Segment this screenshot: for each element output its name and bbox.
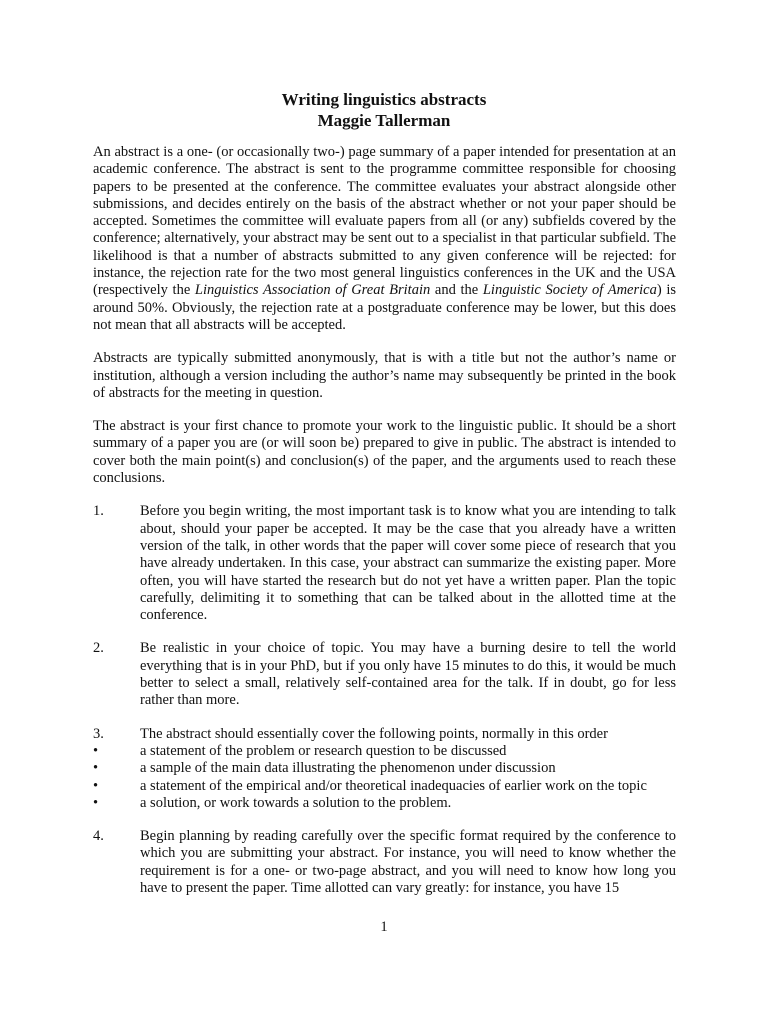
lagb-name: Linguistics Association of Great Britain [194,282,431,299]
bullet-marker: • [93,794,99,811]
paragraph-anonymity: Abstracts are typically submitted anonymously, that is with a title but not the author’s name or institution, although a version including the author’s name may subsequently be printed in the book of abstracts for the meeting in question. [93,350,676,401]
lsa-name: Linguistic Society of America [482,282,657,299]
document-title: Writing linguistics abstracts [281,90,487,109]
item-text: Before you begin writing, the most important task is to know what you are intending to talk about, should your paper be accepted. It may be the case that you already have a written version of the talk, in other words that the paper will cover some piece of research that you have already undertaken. In this case, your abstract can summarize the existing paper. More often, you will have started the research but do not yet have a written paper. Plan the topic carefully, delimiting it to something that can be talked about in the allotted time at the conference. [140,503,676,624]
item-number: 2. [93,640,104,657]
item-number: 4. [93,828,104,845]
bullet-text: a sample of the main data illustrating the phenomenon under discussion [140,760,556,777]
bullet-list [93,743,676,812]
numbered-item-1 [93,503,676,624]
bullet-text: a statement of the empirical and/or theoretical inadequacies of earlier work on the topic [140,777,647,794]
title-block [0,89,768,131]
bullet-text: a solution, or work towards a solution to the problem. [140,794,452,811]
bullet-item [93,778,676,795]
paragraph-promote: The abstract is your first chance to promote your work to the linguistic public. It should be a short summary of a paper you are (or will soon be) prepared to give in public. The abstract is intended to cover both the main point(s) and conclusion(s) of the paper, and the arguments used to reach these conclusions. [93,418,676,487]
bullet-item [93,743,676,760]
paragraph-intro-text-b: and the [430,282,483,299]
bullet-marker: • [93,742,99,759]
paragraph-intro-text-c: ) is around 50%. Obviously, the rejection rate at a postgraduate conference may be lower, but this does not mean that all abstracts will be accepted. [93,282,676,333]
document-author: Maggie Tallerman [317,111,451,130]
page-number: 1 [380,919,388,935]
item-text: Be realistic in your choice of topic. You may have a burning desire to tell the world everything that is in your PhD, but if you only have 15 minutes to do this, it would be much better to select a small, relatively self-contained area for the talk. If in doubt, go for less rather than more. [140,640,676,709]
document-body [93,144,676,913]
numbered-item-4 [93,828,676,897]
bullet-marker: • [93,760,99,777]
item-text: Begin planning by reading carefully over the specific format required by the conference to which you are submitting your abstract. For instance, you will need to know whether the requirement is for a one- or two-page abstract, and you will need to know how long you have to present the paper. Time allotted can vary greatly: for instance, you have 15 [140,828,676,896]
item-number: 1. [93,503,104,520]
paragraph-intro-text-a: An abstract is a one- (or occasionally two-) page summary of a paper intended for presentation at an academic conference. The abstract is sent to the programme committee responsible for choosing papers to be presented at the conference. The committee evaluates your abstract alongside other submissions, and decides entirely on the basis of the abstract whether or not your paper should be accepted. Sometimes the committee will evaluate papers from all (or any) subfields covered by the conference; alternatively, your abstract may be sent out to a specialist in that particular subfield. The likelihood is that a number of abstracts submitted to any given conference will be rejected: for instance, the rejection rate for the two most general linguistics conferences in the UK and the USA (respectively the [93,144,676,299]
bullet-item [93,795,676,812]
item-number: 3. [93,725,104,742]
bullet-marker: • [93,777,99,794]
item-text: The abstract should essentially cover the following points, normally in this order [140,725,608,742]
bullet-item [93,760,676,777]
bullet-text: a statement of the problem or research question to be discussed [140,742,507,759]
numbered-item-2 [93,640,676,709]
paragraph-intro [93,144,676,334]
numbered-item-3 [93,726,676,743]
